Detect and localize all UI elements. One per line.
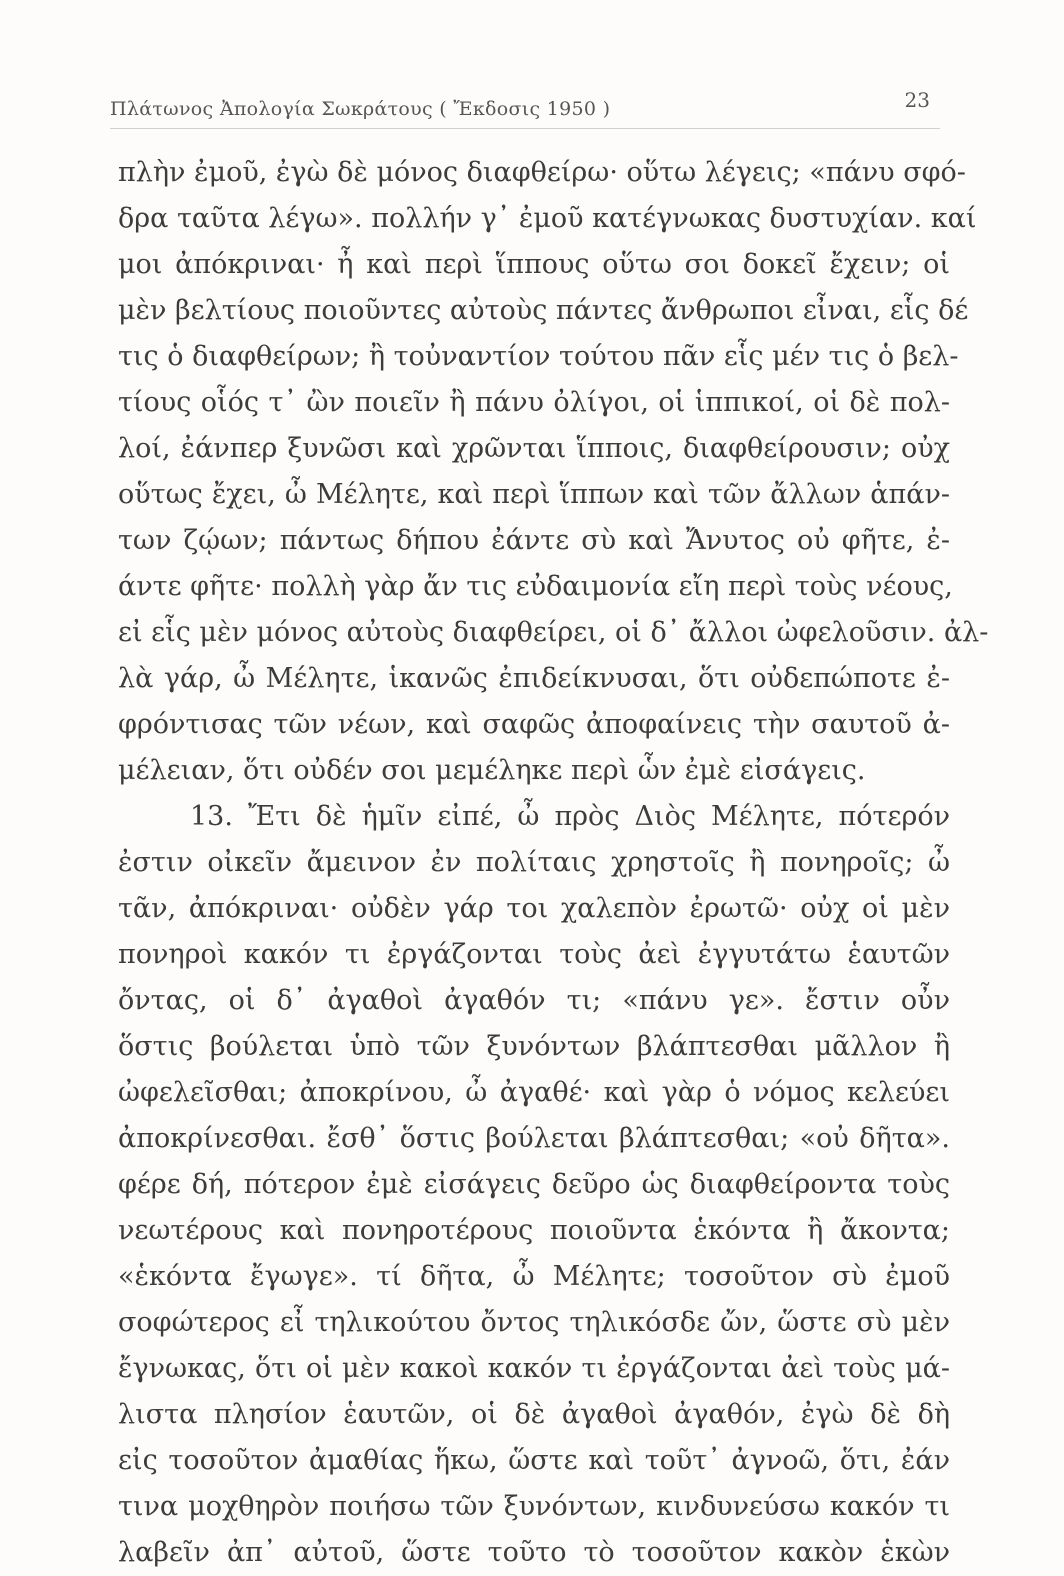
text-line: φέρε δή, πότερον ἐμὲ εἰσάγεις δεῦρο ὡς διαφθείροντα τοὺς — [118, 1169, 950, 1200]
text-line: τις ὁ διαφθείρων; ἢ τοὐναντίον τούτου πᾶν εἷς μέν τις ὁ βελ- — [118, 341, 959, 372]
text-line: ὄντας, οἱ δ᾽ ἀγαθοὶ ἀγαθόν τι; «πάνυ γε». ἔστιν οὖν — [118, 985, 950, 1016]
section-start-line: 13. Ἔτι δὲ ἡμῖν εἰπέ, ὦ πρὸς Διὸς Μέλητε, πότερόν — [190, 801, 950, 832]
text-line: λαβεῖν ἀπ᾽ αὐτοῦ, ὥστε τοῦτο τὸ τοσοῦτον κακὸν ἑκὼν — [118, 1537, 950, 1568]
running-header — [110, 88, 940, 129]
text-line: τίους οἷός τ᾽ ὢν ποιεῖν ἢ πάνυ ὀλίγοι, οἱ ἱππικοί, οἱ δὲ πολ- — [118, 387, 950, 418]
text-line: ἔγνωκας, ὅτι οἱ μὲν κακοὶ κακόν τι ἐργάζονται ἀεὶ τοὺς μά- — [118, 1353, 950, 1384]
text-line: τᾶν, ἀπόκριναι· οὐδὲν γάρ τοι χαλεπὸν ἐρωτῶ· οὐχ οἱ μὲν — [118, 893, 950, 924]
text-line: «ἑκόντα ἔγωγε». τί δῆτα, ὦ Μέλητε; τοσοῦτον σὺ ἐμοῦ — [118, 1261, 950, 1292]
text-line: των ζῴων; πάντως δήπου ἐάντε σὺ καὶ Ἄνυτος οὐ φῆτε, ἐ- — [118, 525, 950, 556]
text-line: δρα ταῦτα λέγω». πολλήν γ᾽ ἐμοῦ κατέγνωκας δυστυχίαν. καί — [118, 203, 977, 234]
text-line: λοί, ἐάνπερ ξυνῶσι καὶ χρῶνται ἵπποις, διαφθείρουσιν; οὐχ — [118, 433, 950, 464]
text-line: πονηροὶ κακόν τι ἐργάζονται τοὺς ἀεὶ ἐγγυτάτω ἑαυτῶν — [118, 939, 950, 970]
text-line: λὰ γάρ, ὦ Μέλητε, ἱκανῶς ἐπιδείκνυσαι, ὅτι οὐδεπώποτε ἐ- — [118, 663, 950, 694]
text-line: άντε φῆτε· πολλὴ γὰρ ἄν τις εὐδαιμονία εἴη περὶ τοὺς νέους, — [118, 571, 953, 602]
text-line: φρόντισας τῶν νέων, καὶ σαφῶς ἀποφαίνεις τὴν σαυτοῦ ἀ- — [118, 709, 950, 740]
text-line: πλὴν ἐμοῦ, ἐγὼ δὲ μόνος διαφθείρω· οὕτω λέγεις; «πάνυ σφό- — [118, 157, 966, 188]
text-line: ὅστις βούλεται ὑπὸ τῶν ξυνόντων βλάπτεσθαι μᾶλλον ἢ — [118, 1031, 950, 1062]
text-line: ἐστιν οἰκεῖν ἄμεινον ἐν πολίταις χρηστοῖς ἢ πονηροῖς; ὦ — [118, 847, 950, 878]
text-line: μέλειαν, ὅτι οὐδέν σοι μεμέληκε περὶ ὧν ἐμὲ εἰσάγεις. — [118, 755, 866, 786]
text-line: λιστα πλησίον ἑαυτῶν, οἱ δὲ ἀγαθοὶ ἀγαθόν, ἐγὼ δὲ δὴ — [118, 1399, 950, 1430]
text-line: νεωτέρους καὶ πονηροτέρους ποιοῦντα ἑκόντα ἢ ἄκοντα; — [118, 1215, 950, 1246]
page-number: 23 — [904, 88, 930, 112]
text-line: εἰς τοσοῦτον ἀμαθίας ἥκω, ὥστε καὶ τοῦτ᾽ ἀγνοῶ, ὅτι, ἐάν — [118, 1445, 950, 1476]
text-line: μοι ἀπόκριναι· ἦ καὶ περὶ ἵππους οὕτω σοι δοκεῖ ἔχειν; οἱ — [118, 249, 950, 280]
header-title: Πλάτωνος Ἀπολογία Σωκράτους ( Ἔκδοσις 1950 ) — [110, 98, 611, 120]
body-text — [118, 150, 989, 1576]
text-line: σοφώτερος εἶ τηλικούτου ὄντος τηλικόσδε ὤν, ὥστε σὺ μὲν — [118, 1307, 950, 1338]
text-line: εἰ εἷς μὲν μόνος αὐτοὺς διαφθείρει, οἱ δ᾽ ἄλλοι ὠφελοῦσιν. ἀλ- — [118, 617, 989, 648]
text-line: μὲν βελτίους ποιοῦντες αὐτοὺς πάντες ἄνθρωποι εἶναι, εἷς δέ — [118, 295, 969, 326]
text-line: ὠφελεῖσθαι; ἀποκρίνου, ὦ ἀγαθέ· καὶ γὰρ ὁ νόμος κελεύει — [118, 1077, 950, 1108]
text-line: οὕτως ἔχει, ὦ Μέλητε, καὶ περὶ ἵππων καὶ τῶν ἄλλων ἁπάν- — [118, 479, 950, 510]
text-line: τινα μοχθηρὸν ποιήσω τῶν ξυνόντων, κινδυνεύσω κακόν τι — [118, 1491, 950, 1522]
text-line: ἀποκρίνεσθαι. ἔσθ᾽ ὅστις βούλεται βλάπτεσθαι; «οὐ δῆτα». — [118, 1123, 950, 1154]
